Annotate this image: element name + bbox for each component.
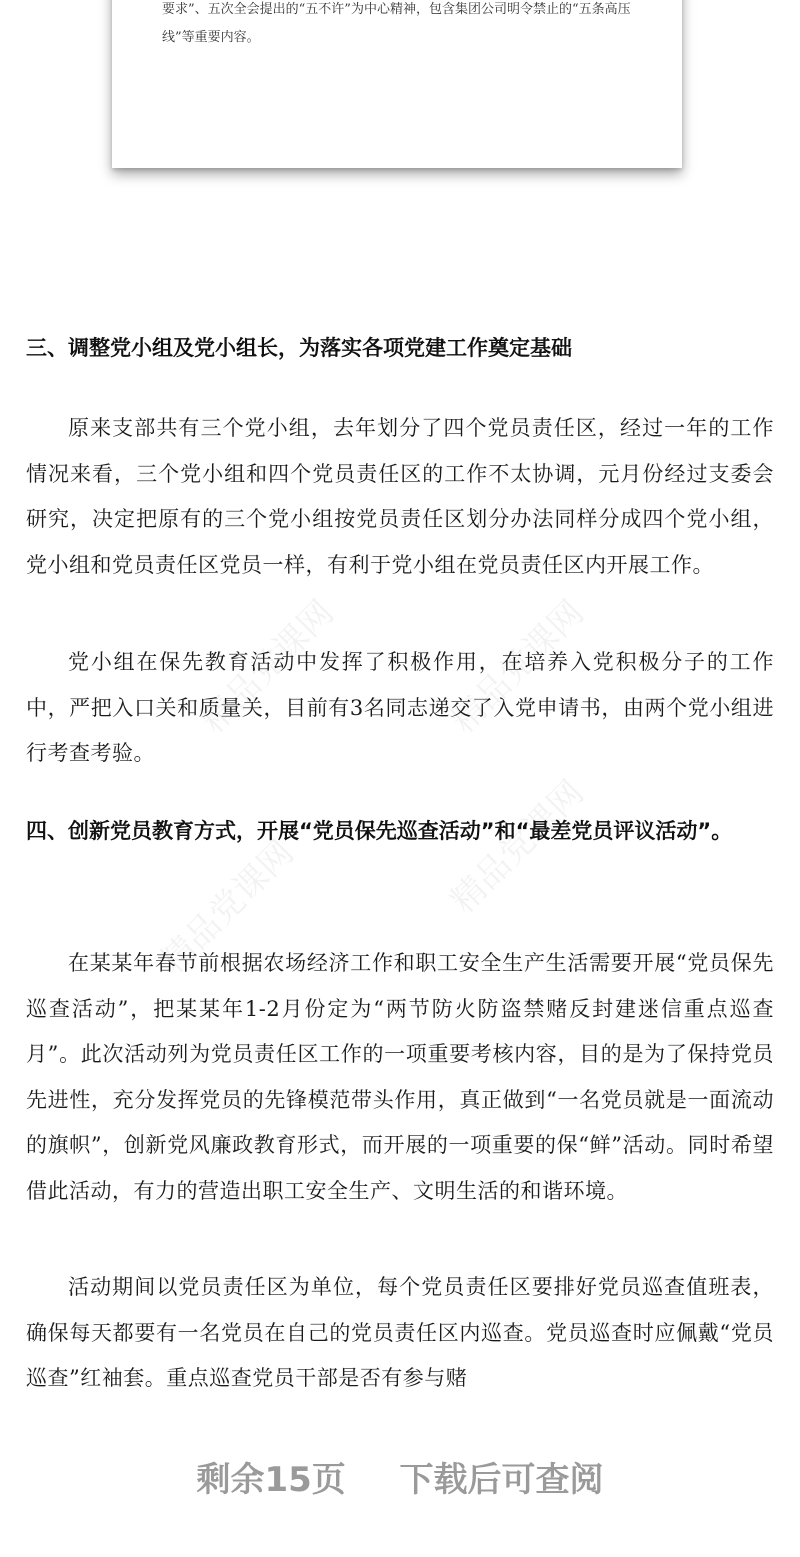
watermark: 精品党课网	[193, 592, 342, 742]
remaining-pages-text: 剩余15页	[196, 1460, 346, 1500]
download-to-view-text: 下载后可查阅	[399, 1460, 604, 1500]
section-3-heading: 三、调整党小组及党小组长，为落实各项党建工作奠定基础	[26, 336, 572, 360]
section-4-heading: 四、创新党员教育方式，开展“党员保先巡查活动”和“最差党员评议活动”。	[26, 819, 733, 843]
preview-card	[112, 0, 682, 168]
section-3-paragraph-2: 党小组在保先教育活动中发挥了积极作用，在培养入党积极分子的工作中，严把入口关和质量关，目前有3名同志递交了入党申请书，由两个党小组进行考查考验。	[26, 650, 774, 766]
watermark: 精品党课网	[153, 832, 302, 982]
section-4-paragraph-1: 在某某年春节前根据农场经济工作和职工安全生产生活需要开展“党员保先巡查活动”，把某某年1-2月份定为“两节防火防盗禁赌反封建迷信重点巡查月”。此次活动列为党员责任区工作的一项重要考核内容，目的是为了保持党员先进性，充分发挥党员的先锋模范带头作用，真正做到“一名党员就是一面流动的旗帜”，创新党风廉政教育形式，而开展的一项重要的保“鲜”活动。同时希望借此活动，有力的营造出职工安全生产、文明生活的和谐环境。	[26, 951, 774, 1203]
watermark: 精品党课网	[443, 772, 592, 922]
download-prompt[interactable]	[0, 1455, 800, 1505]
section-4-paragraph-2: 活动期间以党员责任区为单位，每个党员责任区要排好党员巡查值班表，确保每天都要有一名党员在自己的党员责任区内巡查。党员巡查时应佩戴“党员巡查”红袖套。重点巡查党员干部是否有参与赌	[26, 1275, 774, 1391]
card-text: 要求”、五次全会提出的“五不许”为中心精神，包含集团公司明令禁止的“五条高压线”等重要内容。	[162, 2, 631, 45]
section-3-paragraph-1: 原来支部共有三个党小组，去年划分了四个党员责任区，经过一年的工作情况来看，三个党小组和四个党员责任区的工作不太协调，元月份经过支委会研究，决定把原有的三个党小组按党员责任区划分办法同样分成四个党小组，党小组和党员责任区党员一样，有利于党小组在党员责任区内开展工作。	[26, 416, 774, 577]
watermark: 精品党课网	[443, 592, 592, 742]
